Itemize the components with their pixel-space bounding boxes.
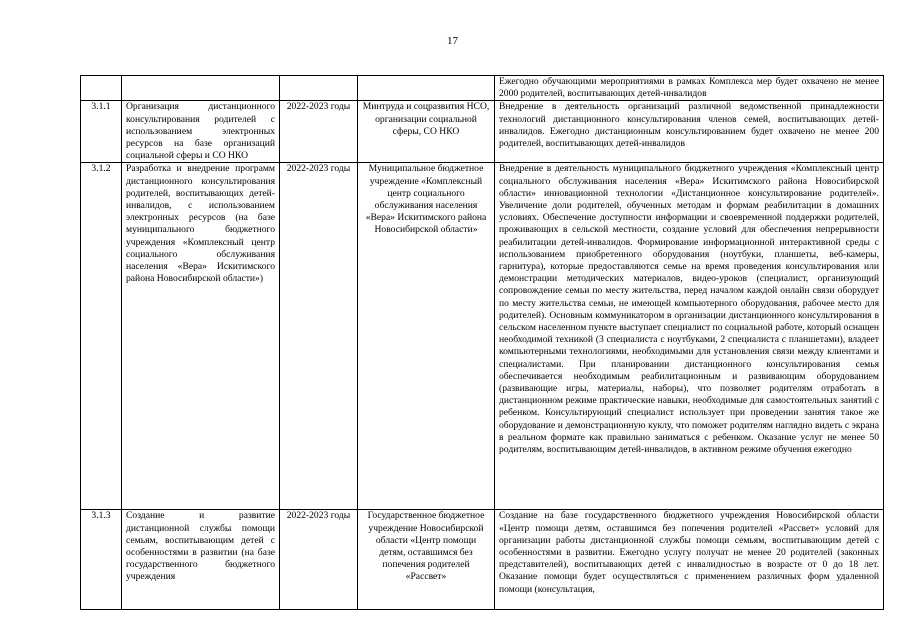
- expected-result: Внедрение в деятельность организаций различной ведомственной принадлежности технологий дистанционного консультирования членов семей, воспитывающих детей-инвалидов. Ежегодно дистанционным консультированием будет охвачено не менее 200 родителей, воспитывающих детей-инвалидов: [495, 101, 884, 163]
- measure-years: 2022-2023 годы: [280, 101, 358, 163]
- table-row: [81, 101, 884, 163]
- measures-table: [80, 75, 884, 610]
- table-row: [81, 510, 884, 610]
- table-row: [81, 76, 884, 101]
- responsible-org: Минтруда и соцразвития НСО, организации социальной сферы, СО НКО: [358, 101, 495, 163]
- page-number: 17: [447, 35, 458, 47]
- measure-years: 2022-2023 годы: [280, 163, 358, 510]
- expected-result: Создание на базе государственного бюджетного учреждения Новосибирской области «Центр помощи детям, оставшимся без попечения родителей «Рассвет» условий для организации работы дистанционной службы помощи семьям, воспитывающим детей с особенностями в развитии. Ежегодно услугу получат не менее 20 родителей (законных представителей), воспитывающих детей с инвалидностью в возрасте от 0 до 18 лет. Оказание помощи будет осуществляться с применением различных форм удаленной помощи (консультация,: [495, 510, 884, 610]
- row-number: 3.1.3: [81, 510, 122, 610]
- row-number: [81, 76, 122, 101]
- responsible-org: Муниципальное бюджетное учреждение «Комплексный центр социального обслуживания населения «Вера» Искитимского района Новосибирской области»: [358, 163, 495, 510]
- measure-years: [280, 76, 358, 101]
- measure-name: Организация дистанционного консультирования родителей с использованием электронных ресурсов на базе организаций социальной сферы и СО НКО: [122, 101, 280, 163]
- measure-name: Разработка и внедрение программ дистанционного консультирования родителей, воспитывающих детей-инвалидов, с использованием электронных ресурсов (на базе муниципального бюджетного учреждения «Комплексный центр социального обслуживания населения «Вера» Искитимского района Новосибирской области»): [122, 163, 280, 510]
- expected-result: Ежегодно обучающими мероприятиями в рамках Комплекса мер будет охвачено не менее 2000 родителей, воспитывающих детей-инвалидов: [495, 76, 884, 101]
- measure-name: [122, 76, 280, 101]
- measure-years: 2022-2023 годы: [280, 510, 358, 610]
- responsible-org: [358, 76, 495, 101]
- table-row: [81, 163, 884, 510]
- expected-result: Внедрение в деятельность муниципального бюджетного учреждения «Комплексный центр социального обслуживания населения «Вера» Искитимского района Новосибирской области» инновационной технологии «Дистанционное консультирование родителей». Увеличение доли родителей, обученных методам и формам реабилитации в домашних условиях. Обеспечение доступности информации и своевременной поддержки родителей, проживающих в сельской местности, создание условий для обеспечения непрерывности реабилитации детей-инвалидов. Формирование информационной интерактивной среды с использованием приобретенного оборудования (ноутбуки, планшеты, веб-камеры, гарнитура), которые предоставляются семье на время проведения консультирования или демонстрации методических материалов, видео-уроков (специалист, организующий сопровождение семьи по месту жительства, перед началом каждой онлайн связи оборудует по месту жительства семьи, не имеющей компьютерного оборудования, рабочее место для родителей). Основным коммуникатором в организации дистанционного консультирования в сельском населенном пункте выступает специалист по социальной работе, который оснащен необходимой техникой (3 специалиста с ноутбуками, 2 специалиста с планшетами), владеет компьютерными технологиями, необходимыми для установления связи между клиентами и специалистами. При планировании дистанционного консультирования семья обеспечивается необходимым реабилитационным и развивающим оборудованием (развивающие игры, материалы, наборы), что позволяет родителям отработать в дистанционном режиме практические навыки, необходимые для самостоятельных занятий с ребенком. Консультирующий специалист использует при проведении занятия такое же оборудование и демонстрационную куклу, что поможет родителям наглядно видеть с экрана в реальном формате как правильно заниматься с ребенком. Оказание услуг не менее 50 родителям, воспитывающим детей-инвалидов, в активном режиме обучения ежегодно: [495, 163, 884, 510]
- responsible-org: Государственное бюджетное учреждение Новосибирской области «Центр помощи детям, оставшимся без попечения родителей «Рассвет»: [358, 510, 495, 610]
- measure-name: Создание и развитие дистанционной службы помощи семьям, воспитывающим детей с особенностями в развитии (на базе государственного бюджетного учреждения: [122, 510, 280, 610]
- row-number: 3.1.2: [81, 163, 122, 510]
- row-number: 3.1.1: [81, 101, 122, 163]
